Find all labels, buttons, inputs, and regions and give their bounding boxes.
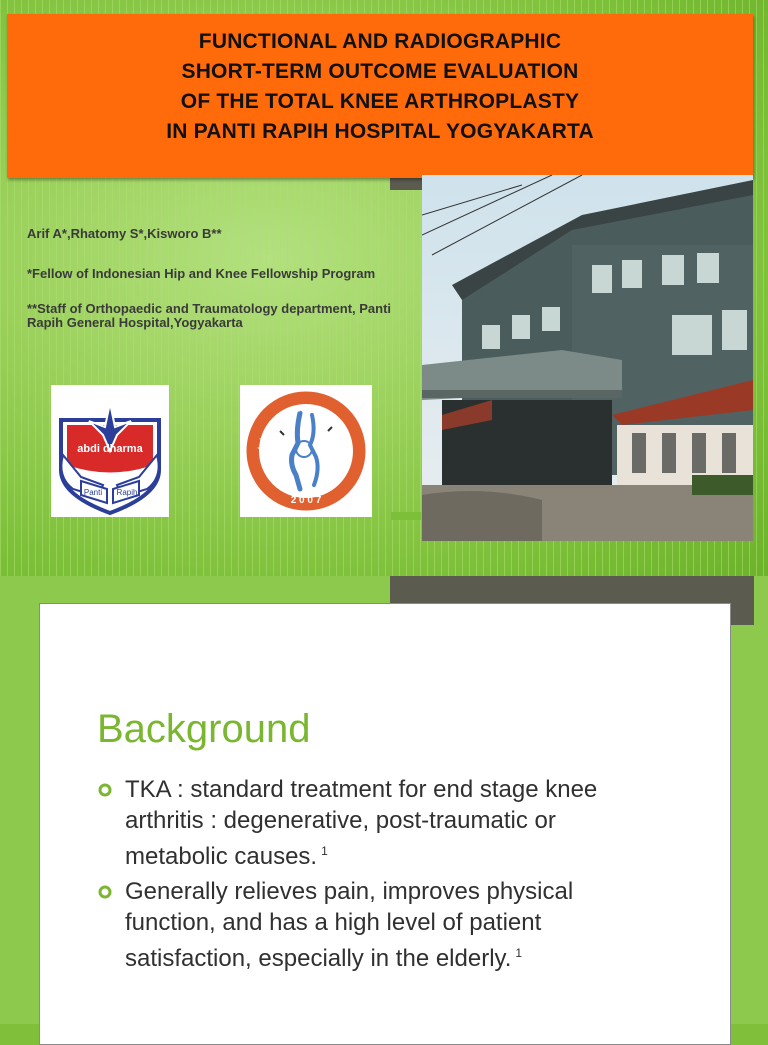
bullet-list xyxy=(98,774,658,978)
ihks-logo xyxy=(240,385,372,517)
hospital-building-image xyxy=(422,175,753,541)
bullet-item xyxy=(98,774,658,872)
panti-rapih-logo xyxy=(51,385,169,517)
bullet-text: TKA : standard treatment for end stage knee arthritis : degenerative, post-traumatic or metabolic causes. xyxy=(125,776,598,870)
circle-bullet-icon xyxy=(98,783,112,797)
affiliation-staff: **Staff of Orthopaedic and Traumatology department, Panti Rapih General Hospital,Yogyakarta xyxy=(27,301,392,330)
svg-text:Indonesian Hip and Knee Societ: Indonesian Hip and Knee Society xyxy=(257,405,350,450)
circle-bullet-icon xyxy=(98,885,112,899)
svg-text:Panti: Panti xyxy=(83,488,103,497)
bullet-text: Generally relieves pain, improves physical function, and has a high level of patient satisfaction, especially in the elderly. xyxy=(125,878,574,972)
ihks-emblem xyxy=(240,385,372,517)
background-slide xyxy=(39,603,731,1045)
authors: Arif A*,Rhatomy S*,Kisworo B** xyxy=(27,226,222,241)
title-line: IN PANTI RAPIH HOSPITAL YOGYAKARTA xyxy=(166,120,594,143)
title-box xyxy=(7,14,753,178)
reference-marker: 1 xyxy=(321,844,328,858)
slide-title: Background xyxy=(97,707,311,751)
panti-rapih-emblem xyxy=(51,385,169,517)
svg-text:2 0 0 7: 2 0 0 7 xyxy=(290,495,322,506)
decorative-accent xyxy=(391,512,421,520)
title-line: OF THE TOTAL KNEE ARTHROPLASTY xyxy=(180,90,580,113)
svg-text:abdi dharma: abdi dharma xyxy=(77,443,143,455)
title-line: FUNCTIONAL AND RADIOGRAPHIC xyxy=(198,30,562,53)
reference-marker: 1 xyxy=(515,946,523,960)
title-line: SHORT-TERM OUTCOME EVALUATION xyxy=(181,60,579,83)
svg-text:Rapih: Rapih xyxy=(116,488,138,497)
hospital-photo xyxy=(422,175,753,541)
bullet-item xyxy=(98,876,658,974)
affiliation-fellow: *Fellow of Indonesian Hip and Knee Fellowship Program xyxy=(27,266,376,281)
